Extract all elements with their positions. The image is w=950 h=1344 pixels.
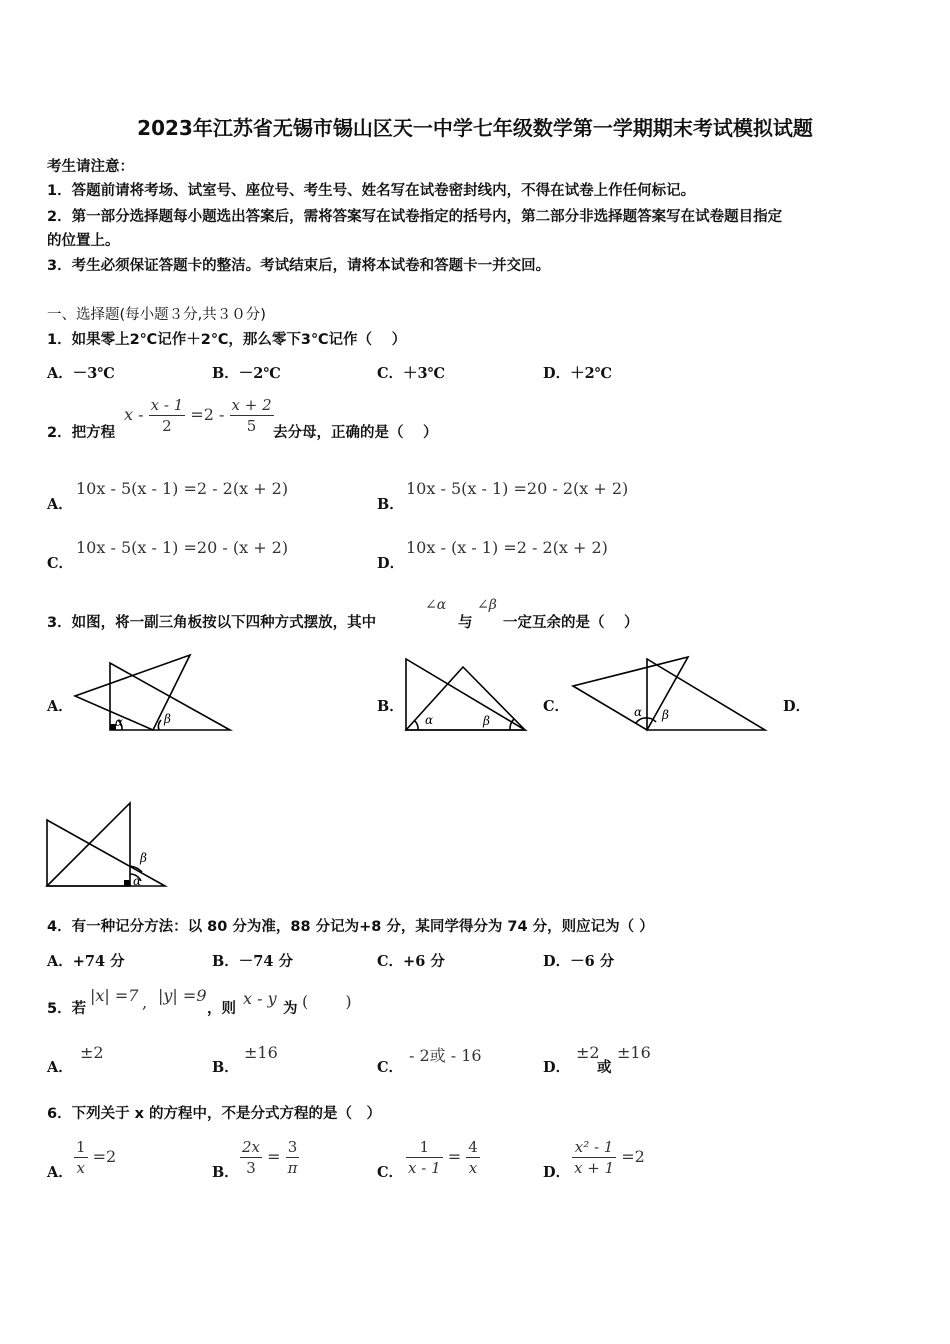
q5-d-second: ±16 bbox=[617, 1043, 651, 1062]
q3-label-d: D． bbox=[783, 698, 811, 715]
section-heading: 一、选择题(每小题３分,共３０分) bbox=[47, 307, 266, 323]
q6-d-rhs: =2 bbox=[621, 1147, 645, 1166]
q5-option-b: ±16 bbox=[244, 1043, 278, 1062]
q5-cond-y: |y| =9 bbox=[158, 986, 207, 1005]
q2-option-c: 10x - 5(x - 1) =20 - (x + 2) bbox=[76, 538, 289, 557]
q5-label-b: B． bbox=[212, 1059, 239, 1076]
q6-b-frac-2: $\frac{3}{\pi}$ bbox=[287, 1138, 298, 1177]
q3-label-a: A． bbox=[47, 698, 73, 715]
svg-text:β: β bbox=[483, 714, 490, 728]
q5-label-a: A． bbox=[47, 1059, 73, 1076]
notice-item-2: 2．第一部分选择题每小题选出答案后，需将答案写在试卷指定的括号内，第二部分非选择题答案写在试卷题目指定 bbox=[47, 209, 783, 225]
q2-suffix: 去分母，正确的是（ ） bbox=[273, 425, 438, 441]
q5-paren: ( ) bbox=[302, 992, 352, 1011]
q6-d-frac: $\frac{\text{x² - 1}}{x + 1}$ bbox=[574, 1138, 615, 1177]
notice-item-2-cont: 的位置上。 bbox=[47, 233, 120, 249]
q1-option-d: D．＋2℃ bbox=[543, 365, 613, 382]
q6-label-c: C． bbox=[377, 1164, 404, 1181]
q6-option-d bbox=[572, 1137, 645, 1178]
q6-c-frac-1: $\frac{1}{x - 1}$ bbox=[408, 1138, 441, 1177]
q3-angle-alpha: ∠α bbox=[425, 597, 447, 613]
q3-mid: 与 bbox=[458, 615, 473, 631]
notice-heading: 考生请注意： bbox=[47, 159, 134, 175]
q6-a-frac: $\frac{1}{x}$ bbox=[76, 1138, 86, 1177]
q4-stem: 4．有一种记分方法：以 80 分为准，88 分记为+8 分，某同学得分为 74 分，则应记为（ ） bbox=[47, 919, 654, 935]
svg-text:α: α bbox=[425, 713, 434, 727]
q2-label-c: C． bbox=[47, 555, 74, 572]
q5-label-c: C． bbox=[377, 1059, 404, 1076]
svg-text:α: α bbox=[133, 874, 142, 888]
q5-suffix: 为 bbox=[283, 1001, 298, 1017]
svg-text:β: β bbox=[662, 708, 669, 722]
q3-label-b: B． bbox=[377, 698, 404, 715]
q6-label-d: D． bbox=[543, 1164, 571, 1181]
svg-text:β: β bbox=[164, 712, 171, 726]
q2-eq-x: x bbox=[124, 405, 134, 424]
q1-option-a: A．－3℃ bbox=[47, 365, 115, 382]
q6-option-b bbox=[240, 1137, 299, 1178]
q3-prefix: 3．如图，将一副三角板按以下四种方式摆放，其中 bbox=[47, 615, 377, 631]
q2-label-d: D． bbox=[377, 555, 405, 572]
notice-item-1: 1．答题前请将考场、试室号、座位号、考生号、姓名写在试卷密封线内，不得在试卷上作任何标记。 bbox=[47, 183, 696, 199]
q2-eq-minus: - bbox=[138, 405, 144, 424]
q4-option-d: D．－6 分 bbox=[543, 953, 615, 970]
svg-text:α: α bbox=[115, 715, 124, 729]
q3-suffix: 一定互余的是（ ） bbox=[503, 615, 639, 631]
q2-option-b: 10x - 5(x - 1) =20 - 2(x + 2) bbox=[406, 479, 629, 498]
q3-angle-beta: ∠β bbox=[477, 597, 497, 613]
q2-option-d: 10x - (x - 1) =2 - 2(x + 2) bbox=[406, 538, 608, 557]
q6-b-frac-1: $\frac{2x}{3}$ bbox=[242, 1138, 261, 1177]
q1-stem: 1．如果零上2℃记作＋2℃，那么零下3℃记作（ ） bbox=[47, 332, 407, 348]
q5-option-c: - 2或 - 16 bbox=[409, 1046, 482, 1065]
q2-label-a: A． bbox=[47, 496, 73, 513]
svg-text:α: α bbox=[634, 705, 643, 719]
q2-frac-1: $\frac{x - 1}{2}$ bbox=[150, 396, 184, 435]
q6-label-b: B． bbox=[212, 1164, 239, 1181]
q5-d-or: 或 bbox=[597, 1060, 612, 1076]
q3-label-c: C． bbox=[543, 698, 570, 715]
q4-option-a: A．+74 分 bbox=[47, 953, 125, 970]
q6-c-eq: = bbox=[447, 1147, 462, 1166]
q4-option-b: B．－74 分 bbox=[212, 953, 293, 970]
q2-frac-2: $\frac{x + 2}{5}$ bbox=[231, 396, 272, 435]
svg-text:β: β bbox=[140, 851, 147, 865]
q6-a-rhs: =2 bbox=[92, 1147, 117, 1166]
page-title: 2023年江苏省无锡市锡山区天一中学七年级数学第一学期期末考试模拟试题 bbox=[137, 116, 813, 140]
q5-prefix: 5．若 bbox=[47, 1001, 87, 1017]
q2-prefix: 2．把方程 bbox=[47, 425, 116, 441]
q2-option-a: 10x - 5(x - 1) =2 - 2(x + 2) bbox=[76, 479, 289, 498]
q4-option-c: C．+6 分 bbox=[377, 953, 445, 970]
q5-cond-x: |x| =7 bbox=[90, 986, 139, 1005]
q5-option-a: ±2 bbox=[80, 1043, 104, 1062]
q1-option-c: C．＋3℃ bbox=[377, 365, 446, 382]
q6-option-c bbox=[406, 1137, 480, 1178]
q6-stem: 6．下列关于 x 的方程中，不是分式方程的是（ ） bbox=[47, 1106, 382, 1122]
q5-mid: ，则 bbox=[207, 1001, 236, 1017]
q5-expr: x - y bbox=[243, 989, 277, 1008]
q1-option-b: B．－2℃ bbox=[212, 365, 281, 382]
q5-comma: , bbox=[142, 993, 148, 1012]
q5-option-d: ±2 bbox=[576, 1043, 600, 1062]
q2-label-b: B． bbox=[377, 496, 404, 513]
q6-label-a: A． bbox=[47, 1164, 73, 1181]
q6-c-frac-2: $\frac{4}{x}$ bbox=[468, 1138, 478, 1177]
q2-eq-mid: =2 - bbox=[190, 405, 225, 424]
q6-option-a bbox=[74, 1137, 116, 1178]
notice-item-3: 3．考生必须保证答题卡的整洁。考试结束后，请将本试卷和答题卡一并交回。 bbox=[47, 258, 551, 274]
q6-b-eq: = bbox=[267, 1147, 281, 1166]
q5-label-d: D． bbox=[543, 1059, 571, 1076]
